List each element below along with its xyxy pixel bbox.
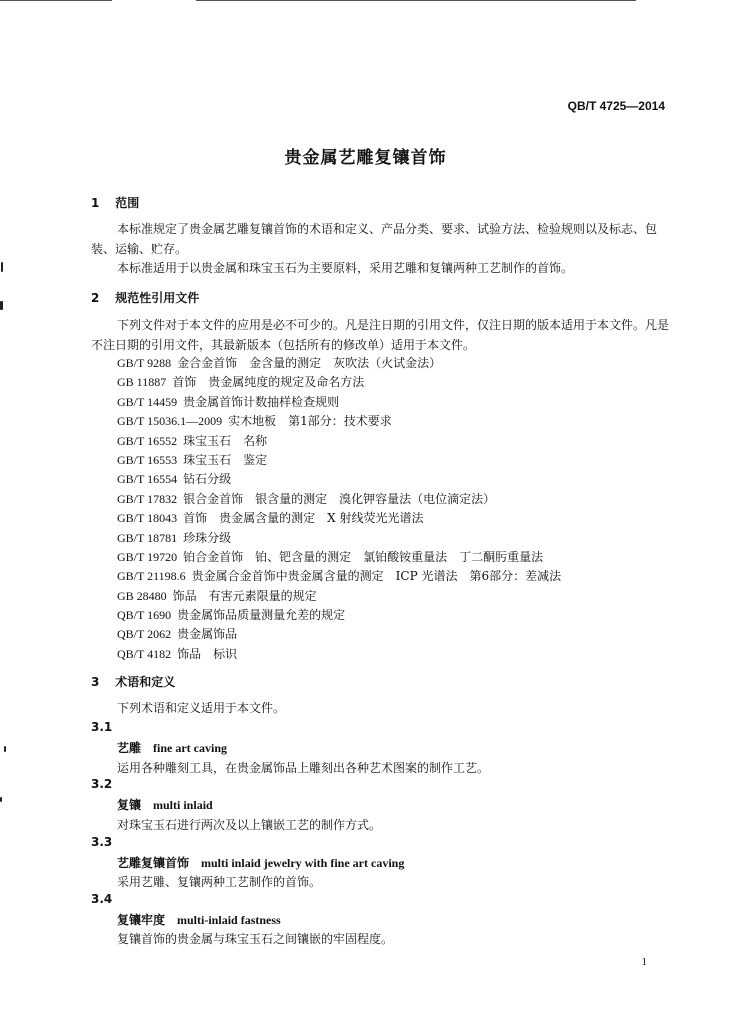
term-zh: 复镶 xyxy=(117,798,142,812)
term-zh: 艺雕复镶首饰 xyxy=(117,856,190,870)
scan-speck xyxy=(0,301,3,310)
section-3-heading xyxy=(91,673,175,690)
reference-item xyxy=(117,412,561,431)
term-number: 3.2 xyxy=(91,777,113,791)
term-zh: 复镶牢度 xyxy=(117,913,166,927)
reference-item xyxy=(117,645,561,664)
scope-paragraph-2: 本标准适用于以贵金属和珠宝玉石为主要原料，采用艺雕和复镶两种工艺制作的首饰。 xyxy=(117,261,574,275)
term-en: multi inlaid jewelry with fine art caving xyxy=(201,856,405,870)
reference-code: GB 28480 xyxy=(117,588,167,603)
section-title: 范围 xyxy=(115,196,140,210)
scan-speck xyxy=(4,746,6,752)
term-definition: 复镶首饰的贵金属与珠宝玉石之间镶嵌的牢固程度。 xyxy=(117,932,394,946)
reference-code: GB/T 16552 xyxy=(117,433,178,448)
reference-item xyxy=(117,587,561,606)
reference-title: 珍珠分级 xyxy=(183,530,232,545)
reference-title: 饰品 有害元素限量的规定 xyxy=(172,588,317,603)
document-title: 贵金属艺雕复镶首饰 xyxy=(284,148,447,168)
section-number: 3 xyxy=(91,675,100,689)
page-number: 1 xyxy=(641,956,647,968)
term-title xyxy=(117,739,227,756)
scan-speck xyxy=(0,797,2,802)
section-number: 2 xyxy=(91,291,100,305)
term-definition: 采用艺雕、复镶两种工艺制作的首饰。 xyxy=(117,875,322,889)
reference-title: 首饰 贵金属纯度的规定及命名方法 xyxy=(172,375,365,390)
reference-code: GB/T 18043 xyxy=(117,511,178,526)
reference-title: 实木地板 第1部分：技术要求 xyxy=(228,414,392,429)
reference-code: GB/T 16553 xyxy=(117,452,178,467)
section-2-heading xyxy=(91,289,199,306)
reference-item xyxy=(117,606,561,625)
reference-item xyxy=(117,393,561,412)
term-title xyxy=(117,854,404,871)
references-intro xyxy=(91,316,671,355)
reference-item xyxy=(117,509,561,528)
reference-code: GB/T 14459 xyxy=(117,394,178,409)
reference-code: GB/T 15036.1—2009 xyxy=(117,414,223,429)
term-definition: 对珠宝玉石进行两次及以上镶嵌工艺的制作方式。 xyxy=(117,818,382,832)
reference-item xyxy=(117,529,561,548)
scan-speck xyxy=(1,262,3,272)
reference-item xyxy=(117,548,561,567)
reference-title: 贵金属合金首饰中贵金属含量的测定 ICP 光谱法 第6部分：差减法 xyxy=(191,569,562,584)
reference-code: GB/T 17832 xyxy=(117,491,178,506)
reference-title: 铂合金首饰 铂、钯含量的测定 氯铂酸铵重量法 丁二酮肟重量法 xyxy=(183,549,544,564)
term-title xyxy=(117,911,281,928)
scope-paragraph-1: 本标准规定了贵金属艺雕复镶首饰的术语和定义、产品分类、要求、试验方法、检验规则以及标志、包装、运输、贮存。 xyxy=(91,222,658,256)
reference-code: QB/T 1690 xyxy=(117,608,172,623)
reference-title: 贵金属饰品质量测量允差的规定 xyxy=(177,608,346,623)
reference-code: GB/T 16554 xyxy=(117,472,178,487)
references-intro-text: 下列文件对于本文件的应用是必不可少的。凡是注日期的引用文件，仅注日期的版本适用于本文件。凡是不注日期的引用文件，其最新版本（包括所有的修改单）适用于本文件。 xyxy=(91,318,670,352)
reference-item xyxy=(117,373,561,392)
scope-paragraphs xyxy=(91,220,671,279)
standard-code: QB/T 4725—2014 xyxy=(567,99,665,113)
reference-title: 珠宝玉石 名称 xyxy=(183,433,268,448)
reference-item xyxy=(117,490,561,509)
reference-title: 珠宝玉石 鉴定 xyxy=(183,452,268,467)
term-en: multi-inlaid fastness xyxy=(177,913,281,927)
term-en: multi inlaid xyxy=(153,798,213,812)
scan-top-line xyxy=(0,0,731,2)
reference-title: 钻石分级 xyxy=(183,472,232,487)
term-number: 3.4 xyxy=(91,892,113,906)
reference-title: 银合金首饰 银含量的测定 溴化钾容量法（电位滴定法） xyxy=(183,491,496,506)
term-en: fine art caving xyxy=(153,741,228,755)
reference-title: 贵金属饰品 xyxy=(177,627,238,642)
terms-intro: 下列术语和定义适用于本文件。 xyxy=(117,701,286,715)
reference-item xyxy=(117,625,561,644)
reference-item xyxy=(117,432,561,451)
reference-item xyxy=(117,470,561,489)
term-title xyxy=(117,796,213,813)
term-number: 3.3 xyxy=(91,835,113,849)
reference-code: QB/T 2062 xyxy=(117,627,172,642)
reference-code: GB/T 18781 xyxy=(117,530,178,545)
reference-item xyxy=(117,451,561,470)
reference-title: 金合金首饰 金含量的测定 灰吹法（火试金法） xyxy=(177,356,442,370)
reference-code: QB/T 4182 xyxy=(117,646,172,661)
term-zh: 艺雕 xyxy=(117,741,142,755)
term-definition: 运用各种雕刻工具，在贵金属饰品上雕刻出各种艺术图案的制作工艺。 xyxy=(117,761,490,775)
reference-item xyxy=(117,354,561,373)
reference-code: GB/T 19720 xyxy=(117,549,178,564)
reference-item xyxy=(117,567,561,586)
section-1-heading xyxy=(91,194,139,211)
reference-title: 饰品 标识 xyxy=(177,646,238,661)
section-title: 规范性引用文件 xyxy=(115,291,200,305)
reference-title: 首饰 贵金属含量的测定 X 射线荧光光谱法 xyxy=(183,511,424,526)
term-number: 3.1 xyxy=(91,720,113,734)
reference-code: GB 11887 xyxy=(117,375,167,390)
reference-code: GB/T 9288 xyxy=(117,356,172,370)
reference-list xyxy=(117,354,561,664)
section-number: 1 xyxy=(91,196,100,210)
reference-title: 贵金属首饰计数抽样检查规则 xyxy=(183,394,340,409)
section-title: 术语和定义 xyxy=(115,675,176,689)
reference-code: GB/T 21198.6 xyxy=(117,569,186,584)
